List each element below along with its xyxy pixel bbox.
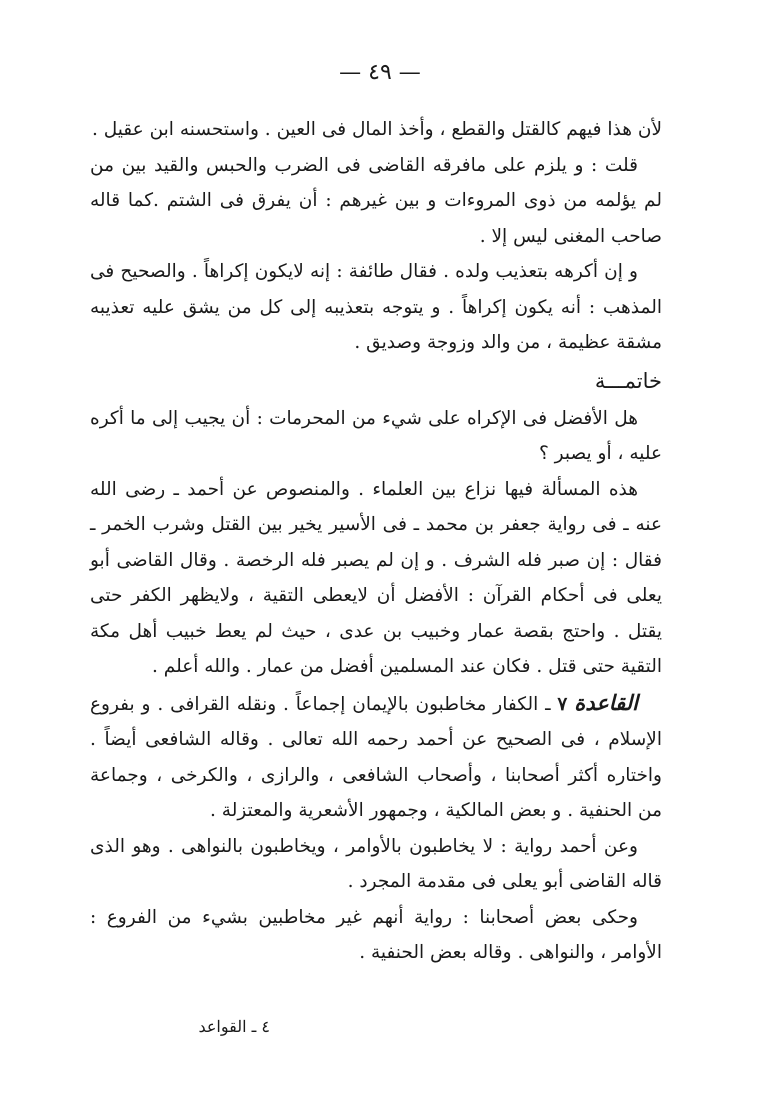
- paragraph: وعن أحمد رواية : لا يخاطبون بالأوامر ، ويخاطبون بالنواهى . وهو الذى قاله القاضى أبو يعلى فى مقدمة المجرد .: [90, 835, 662, 892]
- rule-text: ـ الكفار مخاطبون بالإيمان إجماعاً . ونقله القرافى . و بفروع الإسلام ، فى الصحيح عن أحمد رحمه الله تعالى . وقاله الشافعى أيضاً . واختاره أكثر أصحابنا ، وأصحاب الشافعى ، والرازى ، والكرخى ، وجماعة من الحنفية . و بعض المالكية ، وجمهور الأشعرية والمعتزلة .: [90, 693, 662, 821]
- paragraph: قلت : و يلزم على مافرقه القاضى فى الضرب والحبس والقيد بين من لم يؤلمه من ذوى المروءات و بين غيرهم : أن يفرق فى الشتم .كما قاله صاحب المغنى ليس إلا .: [90, 154, 662, 247]
- paragraph: هذه المسألة فيها نزاع بين العلماء . والمنصوص عن أحمد ـ رضى الله عنه ـ فى رواية جعفر بن محمد ـ فى الأسير يخير بين القتل وشرب الخمر ـ فقال : إن صبر فله الشرف . و إن لم يصبر فله الرخصة . وقال القاضى أبو يعلى فى أحكام القرآن : الأفضل أن لايعطى التقية ، ولايظهر الكفر حتى يقتل . واحتج بقصة عمار وخبيب بن عدى ، حيث لم يعط خبيب أهل مكة التقية حتى قتل . فكان عند المسلمين أفضل من عمار . والله أعلم .: [90, 478, 662, 677]
- page-number: — ٤٩ —: [339, 60, 421, 85]
- rule-paragraph: [90, 685, 662, 829]
- paragraph: لأن هذا فيهم كالقتل والقطع ، وأخذ المال فى العين . واستحسنه ابن عقيل .: [91, 119, 662, 140]
- paragraph: وحكى بعض أصحابنا : رواية أنهم غير مخاطبين بشيء من الفروع : الأوامر ، والنواهى . وقاله بعض الحنفية .: [90, 906, 662, 963]
- section-heading: خاتمـــة: [594, 368, 662, 393]
- rule-label: القاعدة: [574, 689, 639, 715]
- paragraph: و إن أكرهه بتعذيب ولده . فقال طائفة : إنه لايكون إكراهاً . والصحيح فى المذهب : أنه يكون إكراهاً . و يتوجه بتعذيبه إلى كل من يشق عليه تعذيبه مشقة عظيمة ، من والد وزوجة وصديق .: [90, 261, 662, 353]
- page-body: [90, 112, 662, 971]
- rule-number: ٧: [557, 693, 568, 715]
- signature-mark: ٤ ـ القواعد: [198, 1017, 270, 1036]
- paragraph: هل الأفضل فى الإكراه على شيء من المحرمات : أن يجيب إلى ما أكره عليه ، أو يصبر ؟: [90, 407, 662, 464]
